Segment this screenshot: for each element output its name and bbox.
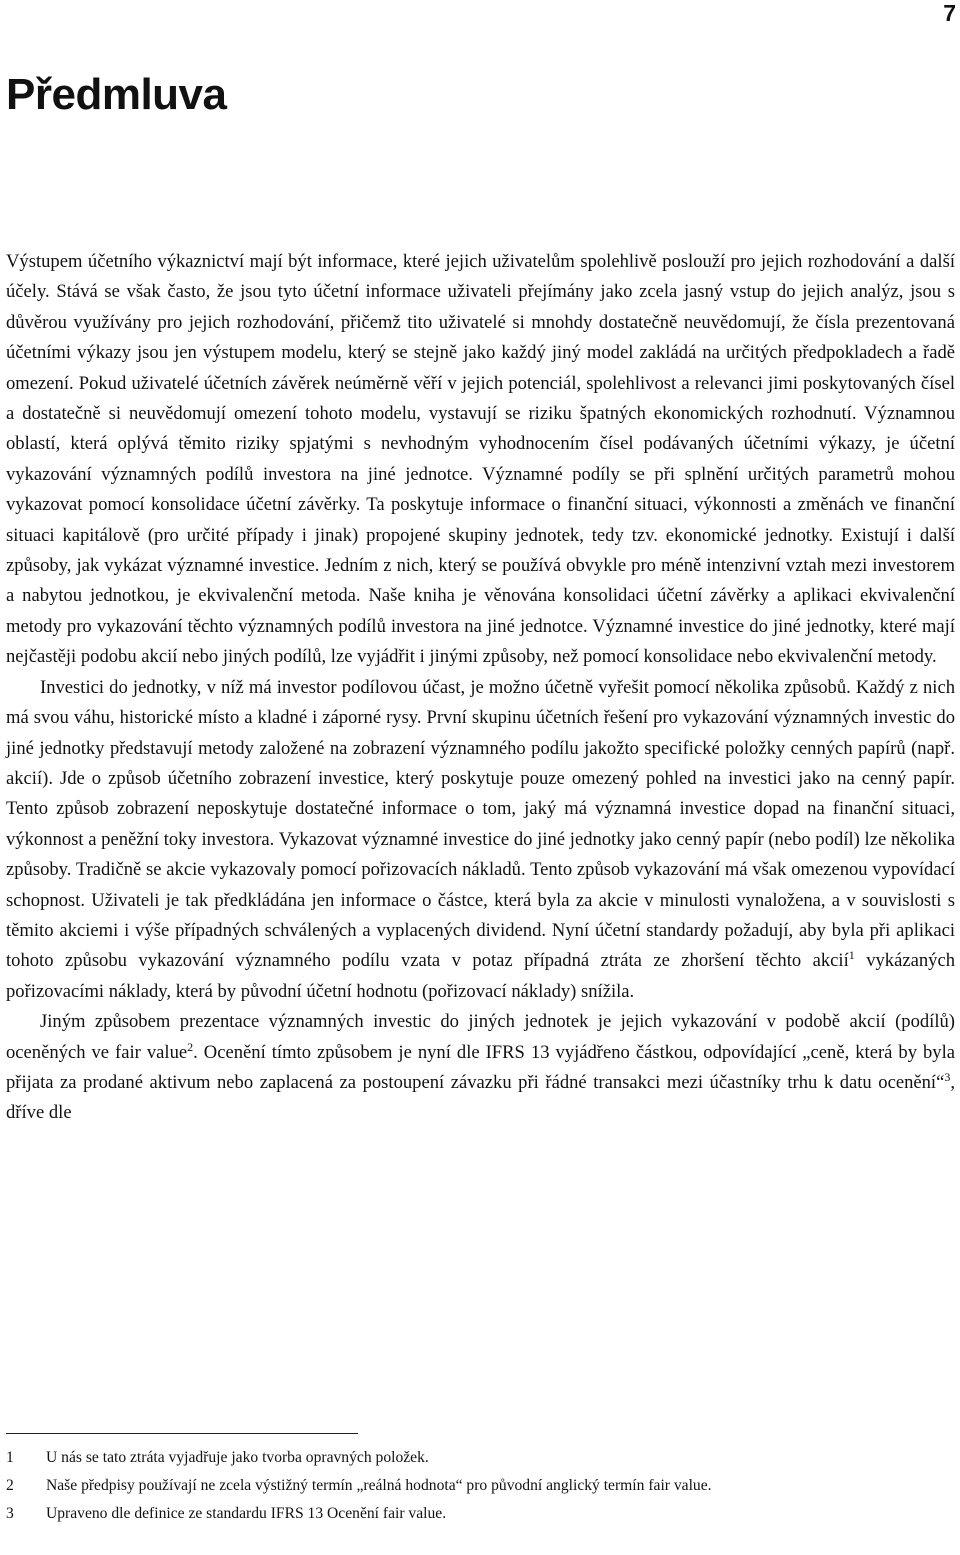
paragraph-3-text-a: Jiným způsobem prezentace významných investic do jiných jednotek je jejich vykazování v podobě akcií (podílů) oceněných ve fair value [6, 1011, 955, 1063]
paragraph-2-text-b: vykázaných pořizovacími náklady, která by původní účetní hodnotu (pořizovací náklady) snížila. [6, 950, 955, 1002]
footnote-1 [6, 1444, 955, 1472]
paragraph-3-text-c: , dříve dle [6, 1071, 955, 1124]
body-text [6, 247, 955, 1129]
footnote-text: U nás se tato ztráta vyjadřuje jako tvorba opravných položek. [46, 1449, 429, 1466]
footnote-number: 1 [6, 1449, 14, 1466]
footnotes [6, 1444, 955, 1528]
paragraph-3-text-b: . Ocenění tímto způsobem je nyní dle IFRS 13 vyjádřeno částkou, odpovídající „ceně, která by byla přijata za prodané aktivum nebo zaplacená za postoupení závazku při řádné transakci mezi účastníky trhu k datu ocenění“ [6, 1041, 956, 1093]
footnote-text: Naše předpisy používají ne zcela výstižný termín „reálná hodnota“ pro původní anglický termín fair value. [46, 1477, 712, 1494]
page-number: 7 [943, 0, 956, 26]
footnote-number: 2 [6, 1477, 14, 1494]
paragraph-1-text: Výstupem účetního výkaznictví mají být informace, které jejich uživatelům spolehlivě poslouží pro jejich rozhodování a další účely. Stává se však často, že jsou tyto účetní informace uživateli přejímány jako zcela jasný vstup do jejich analýz, jsou s důvěrou využívány pro jejich rozhodování, přičemž tito uživatelé si mnohdy dostatečně neuvědomují, že čísla prezentovaná účetními výkazy jsou jen výstupem modelu, který se stejně jako každý jiný model zakládá na určitých předpokladech a řadě omezení. Pokud uživatelé účetních závěrek neúměrně věří v jejich potenciál, spolehlivost a relevanci jimi poskytovaných čísel a dostatečně si neuvědomují omezení tohoto modelu, vystavují se riziku špatných ekonomických rozhodnutí. Významnou oblastí, která oplývá těmito riziky spjatými s nevhodným vyhodnocením čísel podávaných účetními výkazy, je účetní vykazování významných podílů investora na jiné jednotce. Významné podíly se při splnění určitých parametrů mohou vykazovat pomocí konsolidace účetní závěrky. Ta poskytuje informace o finanční situaci, výkonnosti a změnách ve finanční situaci kapitálově (pro určité případy i jinak) propojené skupiny jednotek, tedy tzv. ekonomické jednotky. Existují i další způsoby, jak vykázat významné investice. Jedním z nich, který se používá obvykle pro méně intenzivní vztah mezi investorem a nabytou jednotkou, je ekvivalenční metoda. Naše kniha je věnována konsolidaci účetní závěrky a aplikaci ekvivalenční metody pro vykazování těchto významných podílů investora na jiné jednotce. Významné investice do jiné jednotky, které mají nejčastěji podobu akcií nebo jiných podílů, lze vyjádřit i jinými způsoby, než pomocí konsolidace nebo ekvivalenční metody. [6, 251, 955, 668]
footnote-3 [6, 1500, 955, 1528]
paragraph-1 [6, 247, 955, 673]
paragraph-3 [6, 1007, 955, 1129]
footnote-text: Upraveno dle definice ze standardu IFRS 13 Ocenění fair value. [46, 1505, 447, 1522]
footnote-ref-1[interactable]: 1 [848, 948, 855, 963]
paragraph-2 [6, 673, 955, 1007]
footnote-number: 3 [6, 1505, 14, 1522]
footnote-ref-2[interactable]: 2 [187, 1039, 194, 1054]
footnote-2 [6, 1472, 955, 1500]
chapter-title: Předmluva [6, 70, 227, 119]
footnote-divider [6, 1433, 358, 1434]
paragraph-2-text-a: Investici do jednotky, v níž má investor podílovou účast, je možno účetně vyřešit pomocí několika způsobů. Každý z nich má svou váhu, historické místo a kladné i záporné rysy. První skupinu účetních řešení pro vykazování významných investic do jiné jednotky představují metody založené na zobrazení významného podílu jakožto specifické položky cenných papírů (např. akcií). Jde o způsob účetního zobrazení investice, který poskytuje pouze omezený pohled na investici jako na cenný papír. Tento způsob zobrazení neposkytuje dostatečné informace o tom, jaký má významná investice dopad na finanční situaci, výkonnost a peněžní toky investora. Vykazovat významné investice do jiné jednotky jako cenný papír (nebo podíl) lze několika způsoby. Tradičně se akcie vykazovaly pomocí pořizovacích nákladů. Tento způsob vykazování má však omezenou vypovídací schopnost. Uživateli je tak předkládána jen informace o částce, která byla za akcie v minulosti vynaložena, a v souvislosti s těmito akciemi i výše případných schválených a vyplacených dividend. Nyní účetní standardy požadují, aby byla při aplikaci tohoto způsobu vykazování významného podílu vzata v potaz případná ztráta ze zhoršení těchto akcií [6, 676, 955, 972]
footnote-ref-3[interactable]: 3 [944, 1069, 951, 1084]
